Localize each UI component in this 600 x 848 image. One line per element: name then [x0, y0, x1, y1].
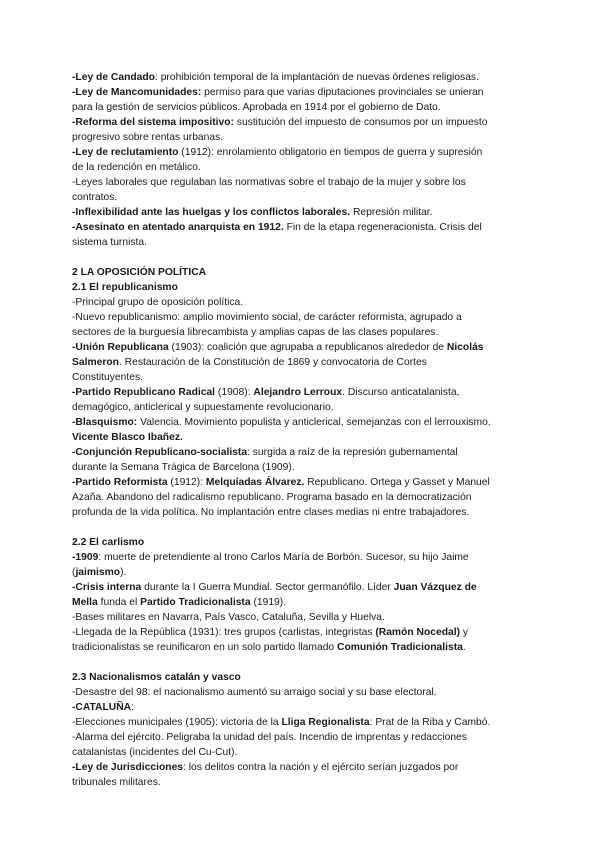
bold-run: -Unión Republicana — [72, 342, 169, 353]
text-run: tradicionalistas se reunificaron en un solo partido llamado — [72, 642, 338, 653]
text-run: profunda de la vida política. No implantación entre clases medias ni entre trabajadores. — [72, 507, 470, 518]
text-line — [72, 745, 532, 760]
bold-run: -Ley de Mancomunidades: — [72, 87, 202, 98]
bold-run: Vicente Blasco Ibañez. — [72, 432, 183, 443]
text-line — [72, 490, 532, 505]
text-line — [72, 400, 532, 415]
text-line — [72, 115, 532, 130]
text-run: permiso para que varias diputaciones provinciales se unieran — [201, 87, 484, 98]
text-run: (1908): — [215, 387, 254, 398]
bold-run: Partido Tradicionalista — [140, 597, 251, 608]
bold-run: Juan Vázquez de — [393, 582, 477, 593]
text-run: Represión militar. — [350, 207, 433, 218]
bold-run: Mella — [72, 597, 98, 608]
bold-run: 2.1 El republicanismo — [72, 282, 178, 293]
text-line — [72, 700, 532, 715]
text-run: -Llegada de la República (1931): tres grupos (carlistas, integristas — [72, 627, 376, 638]
text-run: . Restauración de la Constitución de 1869 y convocatoria de Cortes — [118, 357, 427, 368]
bold-run: Lliga Regionalista — [281, 717, 370, 728]
text-line — [72, 715, 532, 730]
text-line — [72, 640, 532, 655]
text-line — [72, 610, 532, 625]
text-run: : los delitos contra la nación y el ejército serían juzgados por — [183, 762, 459, 773]
text-line — [72, 190, 532, 205]
text-run: : — [131, 702, 134, 713]
spacer — [72, 250, 532, 265]
text-line — [72, 385, 532, 400]
text-line — [72, 100, 532, 115]
text-line — [72, 565, 532, 580]
text-line — [72, 535, 532, 550]
text-run: Azaña. Abandono del radicalismo republicano. Programa basado en la democratización — [72, 492, 472, 503]
text-run: ). — [120, 567, 127, 578]
text-line — [72, 355, 532, 370]
text-line — [72, 280, 532, 295]
text-run: durante la I Guerra Mundial. Sector germanófilo. Líder — [141, 582, 394, 593]
text-line — [72, 580, 532, 595]
text-line — [72, 730, 532, 745]
intro-block — [72, 70, 532, 250]
bold-run: Alejandro Lerroux — [253, 387, 343, 398]
text-run: : prohibición temporal de la implantación de nuevas órdenes religiosas. — [154, 72, 479, 83]
bold-run: Nicolás — [446, 342, 484, 353]
bold-run: -Ley de Jurisdicciones — [72, 762, 184, 773]
bold-run: -Conjunción Republicano-socialista — [72, 447, 248, 458]
text-run: (1912): enrolamiento obligatorio en tiempos de guerra y supresión — [178, 147, 483, 158]
text-run: -Leyes laborales que regulaban las normativas sobre el trabajo de la mujer y sobre los — [72, 177, 466, 188]
text-line — [72, 70, 532, 85]
bold-run: -Blasquismo: — [72, 417, 138, 428]
text-run: -Bases militares en Navarra, País Vasco, Cataluña, Sevilla y Huelva. — [72, 612, 385, 623]
text-run: . — [462, 642, 466, 653]
text-line — [72, 220, 532, 235]
spacer — [72, 520, 532, 535]
text-line — [72, 460, 532, 475]
text-run: (1903): coalición que agrupaba a republicanos alrededor de — [168, 342, 447, 353]
text-run: Fin de la etapa regeneracionista. Crisis del — [283, 222, 482, 233]
text-line — [72, 595, 532, 610]
text-run: sistema turnista. — [72, 237, 147, 248]
text-line — [72, 130, 532, 145]
text-line — [72, 415, 532, 430]
bold-run: Salmeron — [72, 357, 119, 368]
bold-run: -1909 — [72, 552, 99, 563]
bold-run: (Ramón Nocedal) — [375, 627, 461, 638]
text-run: funda el — [97, 597, 141, 608]
text-line — [72, 325, 532, 340]
text-line — [72, 475, 532, 490]
text-run: Valencia. Movimiento populista y anticlerical, semejanzas con el lerrouxismo. — [137, 417, 491, 428]
bold-run: -Asesinato en atentado anarquista en 1912. — [72, 222, 284, 233]
bold-run: Comunión Tradicionalista — [337, 642, 463, 653]
text-line — [72, 685, 532, 700]
text-line — [72, 430, 532, 445]
text-line — [72, 175, 532, 190]
text-line — [72, 760, 532, 775]
text-run: (1919). — [250, 597, 287, 608]
text-line — [72, 85, 532, 100]
text-run: Republicano. Ortega y Gasset y Manuel — [304, 477, 490, 488]
text-run: -Nuevo republicanismo: amplio movimiento social, de carácter reformista, agrupado a — [72, 312, 462, 323]
text-run: para la gestión de servicios públicos. Aprobada en 1914 por el gobierno de Dato. — [72, 102, 441, 113]
text-line — [72, 670, 532, 685]
bold-run: 2.3 Nacionalismos catalán y vasco — [72, 672, 241, 683]
section-2-3-nacionalismos — [72, 670, 532, 790]
text-line — [72, 295, 532, 310]
bold-run: -Ley de Candado — [72, 72, 155, 83]
text-line — [72, 310, 532, 325]
bold-run: jaimismo — [75, 567, 121, 578]
document-body — [72, 70, 532, 790]
text-run: -Desastre del 98: el nacionalismo aumentó su arraigo social y su base electoral. — [72, 687, 437, 698]
text-run: -Elecciones municipales (1905): victoria de la — [72, 717, 282, 728]
text-run: demagógico, anticlerical y supuestamente revolucionario. — [72, 402, 334, 413]
text-run: durante la Semana Trágica de Barcelona (1909). — [72, 462, 295, 473]
text-line — [72, 160, 532, 175]
bold-run: -Reforma del sistema impositivo: — [72, 117, 234, 128]
bold-run: 2 LA OPOSICIÓN POLÍTICA — [72, 267, 207, 278]
bold-run: Melquíadas Álvarez. — [205, 477, 305, 488]
bold-run: -Partido Republicano Radical — [72, 387, 216, 398]
text-run: -Principal grupo de oposición política. — [72, 297, 244, 308]
text-run: : muerte de pretendiente al trono Carlos María de Borbón. Sucesor, su hijo Jaime — [98, 552, 469, 563]
bold-run: -Crisis interna — [72, 582, 142, 593]
text-line — [72, 505, 532, 520]
text-line — [72, 625, 532, 640]
text-run: y — [460, 627, 469, 638]
section-2-2-carlismo — [72, 535, 532, 655]
text-line — [72, 370, 532, 385]
text-line — [72, 340, 532, 355]
text-line — [72, 550, 532, 565]
text-run: . Discurso anticatalanista, — [342, 387, 460, 398]
text-run: sustitución del impuesto de consumos por un impuesto — [233, 117, 488, 128]
bold-run: -Inflexibilidad ante las huelgas y los conflictos laborales. — [72, 207, 351, 218]
text-run: contratos. — [72, 192, 118, 203]
bold-run: -CATALUÑA — [72, 702, 132, 713]
text-run: : Prat de la Riba y Cambó. — [369, 717, 491, 728]
bold-run: -Ley de reclutamiento — [72, 147, 179, 158]
text-run: sectores de la burguesía librecambista y amplias capas de las clases populares. — [72, 327, 439, 338]
text-run: (1912): — [167, 477, 206, 488]
text-run: ( — [72, 567, 76, 578]
text-line — [72, 205, 532, 220]
text-line — [72, 145, 532, 160]
bold-run: -Partido Reformista — [72, 477, 168, 488]
text-run: catalanistas (incidentes del Cu-Cut). — [72, 747, 238, 758]
text-run: : surgida a raíz de la represión gubernamental — [247, 447, 458, 458]
text-run: tribunales militares. — [72, 777, 161, 788]
bold-run: 2.2 El carlismo — [72, 537, 145, 548]
text-line — [72, 445, 532, 460]
text-run: de la redención en metálico. — [72, 162, 201, 173]
section-2-republicanismo — [72, 265, 532, 520]
spacer — [72, 655, 532, 670]
text-run: progresivo sobre rentas urbanas. — [72, 132, 224, 143]
text-line — [72, 235, 532, 250]
text-run: -Alarma del ejército. Peligraba la unidad del país. Incendio de imprentas y redacciones — [72, 732, 467, 743]
text-line — [72, 265, 532, 280]
text-line — [72, 775, 532, 790]
text-run: Constituyentes. — [72, 372, 143, 383]
